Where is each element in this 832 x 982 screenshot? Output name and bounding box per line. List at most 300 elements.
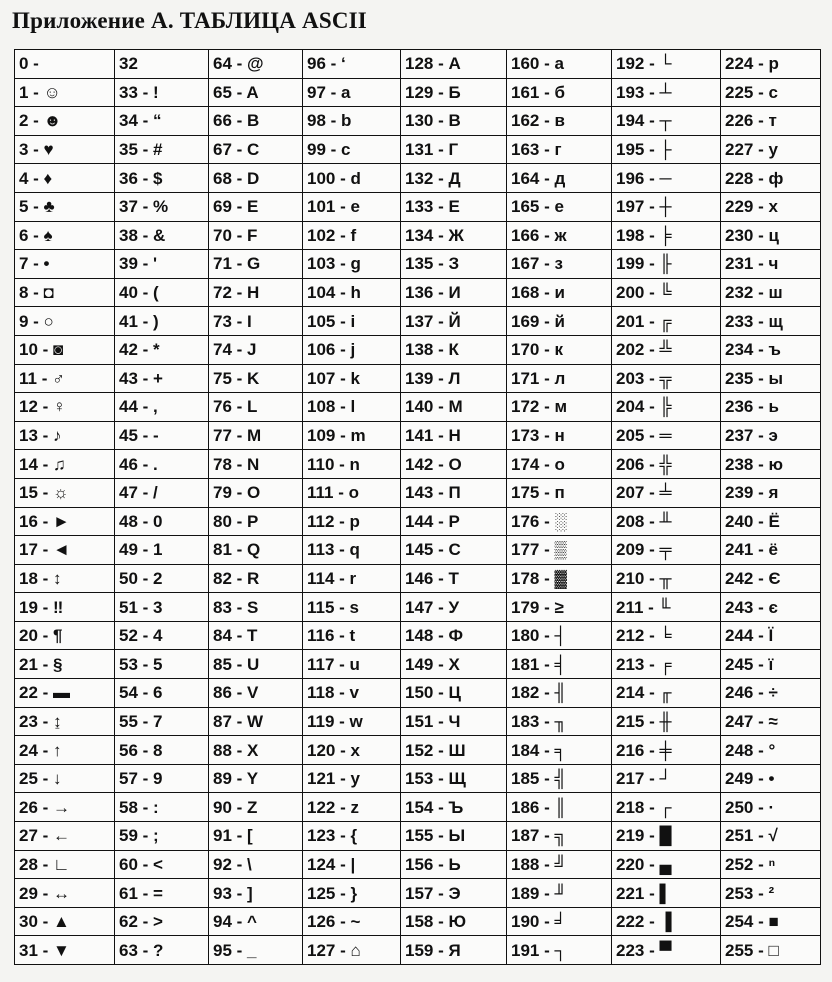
ascii-entry: 2 - ☻ (19, 111, 62, 131)
ascii-entry: 217 - ┘ (616, 769, 672, 789)
ascii-cell (303, 936, 401, 965)
ascii-entry: 106 - j (307, 340, 356, 360)
ascii-cell (612, 250, 721, 279)
ascii-cell (401, 936, 507, 965)
ascii-entry: 22 - ▬ (19, 683, 71, 703)
ascii-entry: 61 - = (119, 883, 163, 903)
ascii-cell (401, 164, 507, 193)
ascii-entry: 200 - ╚ (616, 283, 672, 303)
table-row (15, 621, 821, 650)
ascii-entry: 94 - ^ (213, 912, 257, 932)
ascii-cell (507, 621, 612, 650)
ascii-entry: 23 - ↨ (19, 711, 62, 731)
ascii-entry: 211 - ╙ (616, 597, 671, 617)
ascii-cell (507, 450, 612, 479)
ascii-cell (721, 78, 821, 107)
ascii-entry: 52 - 4 (119, 626, 163, 646)
ascii-cell (721, 107, 821, 136)
ascii-entry: 28 - ∟ (19, 854, 70, 874)
ascii-entry: 195 - ├ (616, 140, 672, 160)
ascii-entry: 89 - Y (213, 769, 259, 789)
ascii-cell (115, 364, 209, 393)
ascii-cell (401, 107, 507, 136)
ascii-entry: 80 - P (213, 511, 259, 531)
ascii-cell (15, 650, 115, 679)
ascii-entry: 76 - L (213, 397, 258, 417)
ascii-entry: 149 - Х (405, 654, 460, 674)
table-row (15, 593, 821, 622)
ascii-entry: 44 - , (119, 397, 158, 417)
ascii-cell (612, 564, 721, 593)
ascii-cell (15, 936, 115, 965)
ascii-entry: 224 - р (725, 54, 779, 74)
ascii-entry: 248 - ° (725, 740, 776, 760)
ascii-entry: 183 - ╖ (511, 711, 567, 731)
ascii-cell (209, 564, 303, 593)
ascii-entry: 203 - ╦ (616, 368, 672, 388)
ascii-entry: 207 - ╧ (616, 483, 672, 503)
ascii-entry: 193 - ┴ (616, 82, 672, 102)
ascii-entry: 110 - n (307, 454, 360, 474)
table-row (15, 793, 821, 822)
ascii-cell (209, 507, 303, 536)
ascii-cell (303, 793, 401, 822)
ascii-cell (507, 907, 612, 936)
ascii-cell (209, 221, 303, 250)
table-row (15, 478, 821, 507)
ascii-entry: 184 - ╕ (511, 740, 567, 760)
ascii-entry: 99 - c (307, 140, 351, 160)
ascii-entry: 81 - Q (213, 540, 261, 560)
ascii-cell (303, 764, 401, 793)
ascii-cell (115, 221, 209, 250)
ascii-entry: 168 - и (511, 283, 565, 303)
ascii-entry: 115 - s (307, 597, 359, 617)
ascii-entry: 144 - Р (405, 511, 460, 531)
ascii-entry: 173 - н (511, 426, 565, 446)
ascii-entry: 59 - ; (119, 826, 159, 846)
ascii-cell (209, 679, 303, 708)
ascii-cell (115, 450, 209, 479)
ascii-entry: 113 - q (307, 540, 360, 560)
ascii-entry: 197 - ┼ (616, 197, 672, 217)
ascii-entry: 49 - 1 (119, 540, 163, 560)
ascii-entry: 221 - ▌ (616, 883, 672, 903)
table-row (15, 421, 821, 450)
ascii-entry: 75 - K (213, 368, 260, 388)
ascii-entry: 163 - г (511, 140, 562, 160)
ascii-entry: 48 - 0 (119, 511, 163, 531)
ascii-entry: 219 - █ (616, 826, 672, 846)
ascii-entry: 74 - J (213, 340, 257, 360)
ascii-cell (303, 593, 401, 622)
ascii-entry: 252 - ⁿ (725, 854, 776, 874)
ascii-cell (209, 421, 303, 450)
ascii-entry: 175 - п (511, 483, 565, 503)
table-row (15, 221, 821, 250)
ascii-cell (115, 621, 209, 650)
ascii-cell (612, 850, 721, 879)
ascii-cell (115, 192, 209, 221)
ascii-entry: 93 - ] (213, 883, 253, 903)
ascii-cell (303, 850, 401, 879)
table-row (15, 107, 821, 136)
ascii-entry: 226 - т (725, 111, 777, 131)
ascii-cell (721, 307, 821, 336)
ascii-cell (721, 679, 821, 708)
ascii-cell (612, 536, 721, 565)
ascii-entry: 1 - ☺ (19, 82, 61, 102)
ascii-entry: 140 - М (405, 397, 463, 417)
ascii-cell (15, 507, 115, 536)
ascii-entry: 176 - ░ (511, 511, 567, 531)
ascii-cell (15, 564, 115, 593)
ascii-entry: 118 - v (307, 683, 359, 703)
ascii-cell (303, 822, 401, 851)
ascii-cell (401, 736, 507, 765)
ascii-cell (401, 907, 507, 936)
ascii-entry: 65 - A (213, 82, 259, 102)
ascii-cell (209, 736, 303, 765)
ascii-entry: 100 - d (307, 168, 361, 188)
ascii-cell (209, 78, 303, 107)
ascii-cell (15, 192, 115, 221)
table-row (15, 135, 821, 164)
ascii-entry: 17 - ◄ (19, 540, 70, 560)
ascii-entry: 98 - b (307, 111, 352, 131)
ascii-table (14, 49, 821, 965)
ascii-cell (507, 850, 612, 879)
ascii-cell (721, 879, 821, 908)
ascii-cell (209, 536, 303, 565)
table-row (15, 850, 821, 879)
page-title: Приложение А. ТАБЛИЦА ASCII (12, 8, 367, 33)
ascii-cell (612, 135, 721, 164)
ascii-cell (401, 278, 507, 307)
table-row (15, 822, 821, 851)
ascii-cell (507, 135, 612, 164)
table-row (15, 879, 821, 908)
ascii-entry: 33 - ! (119, 82, 159, 102)
ascii-cell (401, 707, 507, 736)
ascii-entry: 128 - А (405, 54, 461, 74)
ascii-entry: 204 - ╠ (616, 397, 672, 417)
ascii-entry: 165 - е (511, 197, 564, 217)
ascii-cell (115, 564, 209, 593)
ascii-entry: 187 - ╗ (511, 826, 567, 846)
ascii-entry: 122 - z (307, 797, 359, 817)
ascii-entry: 249 - • (725, 769, 775, 789)
ascii-entry: 72 - H (213, 283, 260, 303)
ascii-entry: 159 - Я (405, 940, 461, 960)
ascii-cell (209, 164, 303, 193)
ascii-cell (401, 593, 507, 622)
ascii-entry: 142 - О (405, 454, 462, 474)
ascii-entry: 251 - √ (725, 826, 778, 846)
ascii-cell (721, 650, 821, 679)
ascii-cell (15, 907, 115, 936)
ascii-entry: 85 - U (213, 654, 260, 674)
ascii-cell (209, 621, 303, 650)
ascii-cell (115, 707, 209, 736)
ascii-cell (115, 736, 209, 765)
ascii-entry: 143 - П (405, 483, 461, 503)
ascii-cell (401, 793, 507, 822)
ascii-cell (507, 764, 612, 793)
ascii-cell (209, 764, 303, 793)
ascii-cell (612, 393, 721, 422)
ascii-entry: 84 - T (213, 626, 258, 646)
ascii-entry: 56 - 8 (119, 740, 163, 760)
ascii-entry: 174 - о (511, 454, 565, 474)
table-row (15, 307, 821, 336)
ascii-cell (15, 478, 115, 507)
ascii-entry: 161 - б (511, 82, 565, 102)
ascii-entry: 178 - ▓ (511, 568, 567, 588)
ascii-cell (612, 107, 721, 136)
table-row (15, 707, 821, 736)
ascii-cell (209, 936, 303, 965)
ascii-entry: 126 - ~ (307, 912, 361, 932)
ascii-cell (401, 50, 507, 79)
ascii-entry: 101 - e (307, 197, 360, 217)
ascii-entry: 60 - < (119, 854, 163, 874)
ascii-entry: 194 - ┬ (616, 111, 672, 131)
ascii-entry: 240 - Ё (725, 511, 780, 531)
ascii-cell (401, 307, 507, 336)
ascii-entry: 21 - § (19, 654, 63, 674)
ascii-cell (15, 221, 115, 250)
ascii-cell (209, 335, 303, 364)
ascii-cell (507, 478, 612, 507)
ascii-cell (507, 650, 612, 679)
ascii-entry: 38 - & (119, 225, 166, 245)
ascii-cell (303, 164, 401, 193)
ascii-cell (721, 421, 821, 450)
ascii-cell (507, 736, 612, 765)
ascii-entry: 164 - д (511, 168, 566, 188)
ascii-cell (507, 164, 612, 193)
ascii-cell (401, 564, 507, 593)
ascii-cell (401, 421, 507, 450)
ascii-cell (115, 307, 209, 336)
table-row (15, 736, 821, 765)
ascii-cell (209, 707, 303, 736)
ascii-entry: 231 - ч (725, 254, 779, 274)
ascii-entry: 41 - ) (119, 311, 159, 331)
ascii-cell (115, 822, 209, 851)
ascii-entry: 50 - 2 (119, 568, 163, 588)
ascii-entry: 97 - a (307, 82, 351, 102)
ascii-entry: 141 - Н (405, 426, 461, 446)
table-row (15, 936, 821, 965)
ascii-entry: 16 - ► (19, 511, 70, 531)
ascii-entry: 156 - Ь (405, 854, 461, 874)
ascii-cell (303, 192, 401, 221)
ascii-entry: 109 - m (307, 426, 366, 446)
ascii-entry: 214 - ╓ (616, 683, 672, 703)
ascii-entry: 145 - С (405, 540, 461, 560)
ascii-cell (721, 764, 821, 793)
ascii-cell (115, 793, 209, 822)
ascii-cell (15, 278, 115, 307)
ascii-cell (115, 50, 209, 79)
ascii-cell (401, 650, 507, 679)
ascii-cell (612, 364, 721, 393)
ascii-cell (721, 936, 821, 965)
ascii-entry: 202 - ╩ (616, 340, 672, 360)
ascii-entry: 37 - % (119, 197, 169, 217)
table-row (15, 50, 821, 79)
ascii-cell (507, 593, 612, 622)
ascii-cell (507, 335, 612, 364)
ascii-entry: 105 - i (307, 311, 356, 331)
ascii-entry: 130 - В (405, 111, 461, 131)
ascii-cell (507, 78, 612, 107)
ascii-cell (507, 707, 612, 736)
table-row (15, 364, 821, 393)
ascii-entry: 67 - C (213, 140, 260, 160)
ascii-cell (401, 364, 507, 393)
table-row (15, 679, 821, 708)
ascii-cell (507, 421, 612, 450)
ascii-cell (303, 50, 401, 79)
ascii-entry: 26 - → (19, 797, 71, 817)
ascii-cell (612, 707, 721, 736)
ascii-cell (303, 335, 401, 364)
ascii-cell (612, 736, 721, 765)
ascii-entry: 86 - V (213, 683, 259, 703)
ascii-entry: 120 - x (307, 740, 360, 760)
ascii-entry: 27 - ← (19, 826, 71, 846)
ascii-cell (209, 450, 303, 479)
ascii-cell (401, 679, 507, 708)
ascii-cell (401, 221, 507, 250)
ascii-cell (721, 593, 821, 622)
ascii-cell (209, 135, 303, 164)
ascii-cell (15, 621, 115, 650)
ascii-cell (401, 879, 507, 908)
ascii-entry: 250 - · (725, 797, 775, 817)
ascii-entry: 104 - h (307, 283, 361, 303)
ascii-entry: 232 - ш (725, 283, 783, 303)
ascii-entry: 148 - Ф (405, 626, 463, 646)
ascii-cell (15, 536, 115, 565)
ascii-entry: 147 - У (405, 597, 460, 617)
ascii-entry: 114 - r (307, 568, 357, 588)
ascii-entry: 13 - ♪ (19, 426, 62, 446)
ascii-entry: 198 - ╞ (616, 225, 672, 245)
ascii-entry: 167 - з (511, 254, 563, 274)
ascii-cell (612, 450, 721, 479)
ascii-cell (507, 107, 612, 136)
ascii-entry: 192 - └ (616, 54, 672, 74)
ascii-entry: 153 - Щ (405, 769, 466, 789)
ascii-entry: 107 - k (307, 368, 360, 388)
ascii-cell (401, 192, 507, 221)
ascii-cell (15, 107, 115, 136)
ascii-cell (401, 621, 507, 650)
ascii-entry: 119 - w (307, 711, 363, 731)
ascii-cell (507, 192, 612, 221)
ascii-cell (721, 822, 821, 851)
ascii-cell (612, 50, 721, 79)
ascii-entry: 9 - ○ (19, 311, 54, 331)
ascii-cell (115, 250, 209, 279)
ascii-cell (209, 822, 303, 851)
ascii-entry: 170 - к (511, 340, 563, 360)
ascii-cell (612, 764, 721, 793)
ascii-cell (15, 164, 115, 193)
ascii-entry: 134 - Ж (405, 225, 464, 245)
ascii-entry: 69 - E (213, 197, 259, 217)
ascii-entry: 139 - Л (405, 368, 461, 388)
ascii-entry: 34 - “ (119, 111, 162, 131)
ascii-cell (721, 164, 821, 193)
ascii-entry: 51 - 3 (119, 597, 163, 617)
ascii-cell (507, 679, 612, 708)
ascii-entry: 227 - у (725, 140, 778, 160)
ascii-entry: 62 - > (119, 912, 163, 932)
ascii-cell (209, 250, 303, 279)
ascii-cell (209, 107, 303, 136)
table-row (15, 536, 821, 565)
ascii-entry: 3 - ♥ (19, 140, 54, 160)
ascii-cell (721, 192, 821, 221)
ascii-entry: 102 - f (307, 225, 357, 245)
ascii-cell (303, 879, 401, 908)
ascii-cell (115, 335, 209, 364)
ascii-cell (15, 450, 115, 479)
ascii-cell (507, 507, 612, 536)
ascii-entry: 71 - G (213, 254, 261, 274)
ascii-cell (303, 393, 401, 422)
ascii-cell (15, 335, 115, 364)
ascii-entry: 55 - 7 (119, 711, 163, 731)
ascii-cell (15, 364, 115, 393)
ascii-entry: 124 - | (307, 854, 356, 874)
ascii-cell (721, 250, 821, 279)
ascii-entry: 4 - ♦ (19, 168, 53, 188)
ascii-entry: 157 - Э (405, 883, 461, 903)
ascii-cell (209, 364, 303, 393)
ascii-entry: 135 - З (405, 254, 460, 274)
ascii-entry: 35 - # (119, 140, 163, 160)
ascii-cell (115, 278, 209, 307)
ascii-entry: 95 - _ (213, 940, 257, 960)
ascii-entry: 129 - Б (405, 82, 461, 102)
ascii-entry: 206 - ╬ (616, 454, 672, 474)
ascii-cell (612, 879, 721, 908)
ascii-entry: 189 - ╜ (511, 883, 567, 903)
ascii-cell (115, 850, 209, 879)
ascii-entry: 39 - ' (119, 254, 158, 274)
ascii-entry: 78 - N (213, 454, 260, 474)
ascii-cell (303, 507, 401, 536)
ascii-cell (15, 879, 115, 908)
ascii-cell (401, 450, 507, 479)
table-row (15, 278, 821, 307)
ascii-cell (115, 164, 209, 193)
ascii-entry: 158 - Ю (405, 912, 467, 932)
ascii-entry: 0 - (19, 54, 39, 74)
ascii-cell (303, 250, 401, 279)
ascii-entry: 228 - ф (725, 168, 784, 188)
ascii-entry: 230 - ц (725, 225, 779, 245)
ascii-cell (721, 736, 821, 765)
ascii-entry: 222 - ▐ (616, 912, 672, 932)
ascii-entry: 246 - ÷ (725, 683, 778, 703)
